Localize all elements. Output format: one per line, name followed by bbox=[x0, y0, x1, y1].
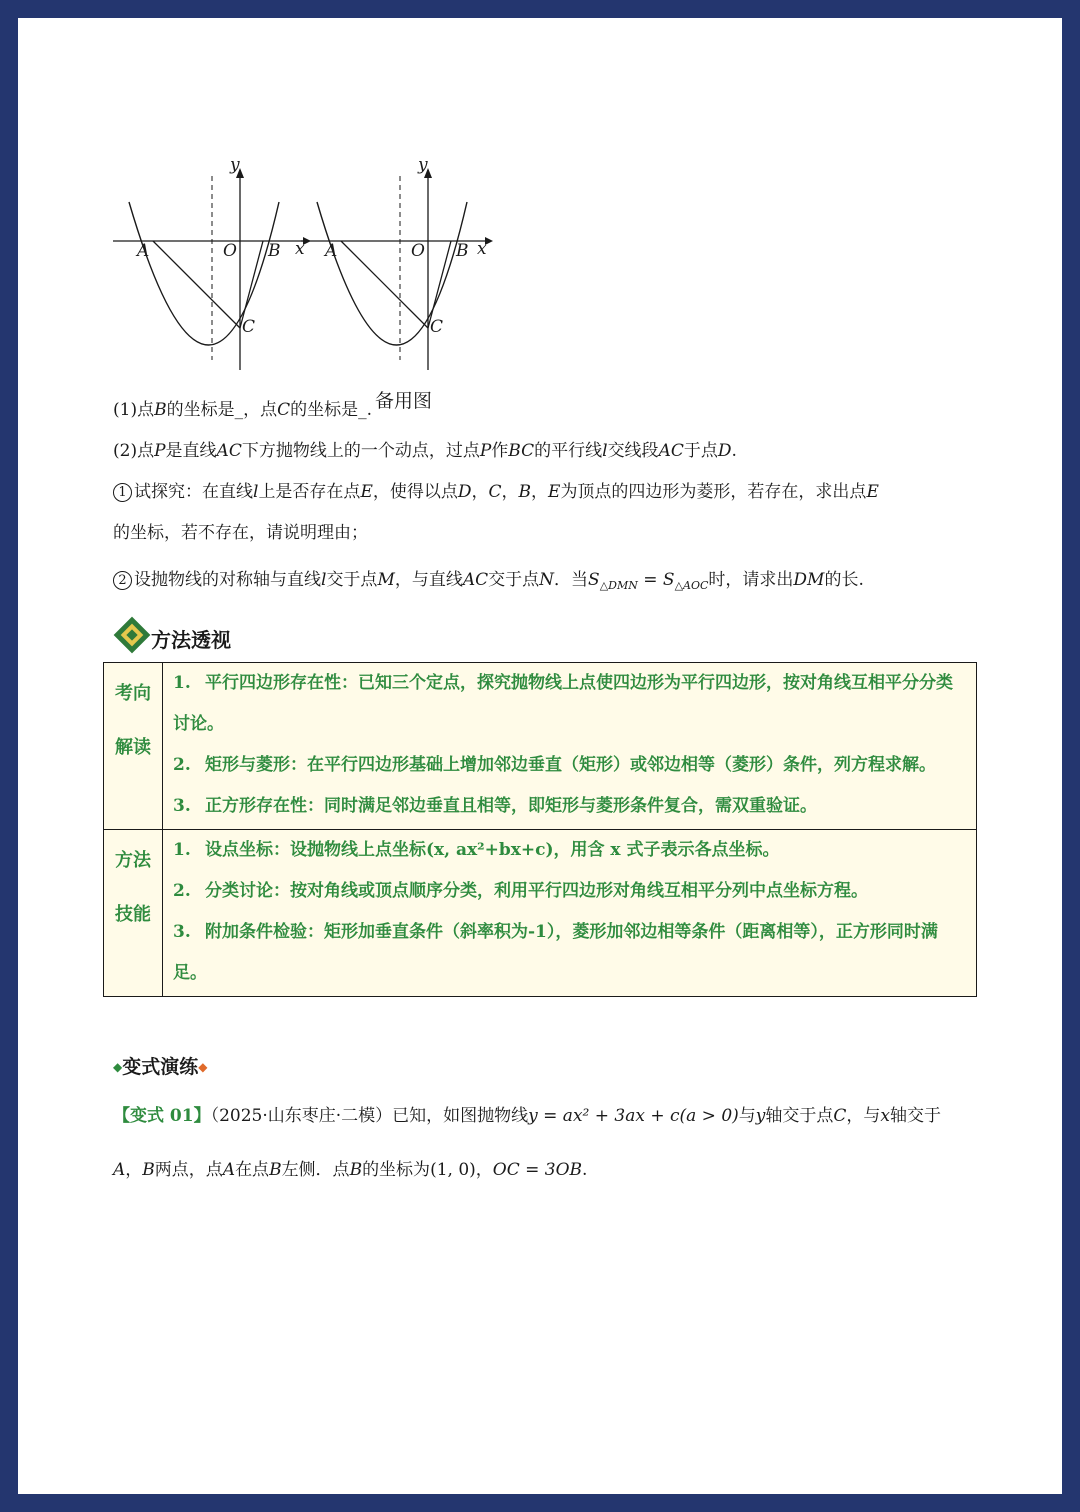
list-item: 1. 平行四边形存在性：已知三个定点，探究抛物线上点使四边形为平行四边形，按对角线互相平分分类讨论。 bbox=[173, 673, 953, 734]
variant-problem-line-2: A，B两点，点A在点B左侧．点B的坐标为(1, 0)，OC = 3OB. bbox=[113, 1160, 588, 1180]
variant-problem-line-1: 【变式 01】（2025·山东枣庄·二模）已知，如图抛物线y = ax² + 3ax + c(a > 0)与y轴交于点C，与x轴交于 bbox=[113, 1106, 942, 1126]
question-2: (2)点P是直线AC下方抛物线上的一个动点，过点P作BC的平行线l交线段AC于点D. bbox=[113, 441, 737, 461]
fig1-x-label: x bbox=[295, 239, 305, 259]
sub-question-1-cont: 的坐标，若不存在，请说明理由； bbox=[113, 523, 368, 543]
row-label-interpretation: 考向 解读 bbox=[104, 663, 163, 830]
diamond-icon: ◆ bbox=[113, 1060, 123, 1074]
diagram-main bbox=[113, 155, 311, 370]
fig2-B-label: B bbox=[456, 241, 469, 261]
sub-question-2: 2 设抛物线的对称轴与直线l交于点M，与直线AC交于点N．当$S_{\triangle DMN} = S_{\triangle AOC}$时，请求出DM的长. bbox=[113, 568, 864, 598]
sub-question-1: 1 试探究：在直线l上是否存在点E，使得以点D，C，B，E为顶点的四边形为菱形，若存在，求出点E bbox=[113, 480, 879, 504]
question-1: (1)点B的坐标是_，点C的坐标是_. bbox=[113, 400, 373, 420]
fig1-A-label: A bbox=[137, 241, 150, 261]
parabola-diagrams bbox=[113, 148, 493, 398]
figure-caption: 备用图 bbox=[375, 390, 433, 412]
circled-number-1: 1 bbox=[113, 483, 132, 502]
fig2-C-label: C bbox=[430, 317, 444, 337]
method-row-interpretation bbox=[104, 663, 977, 830]
list-item: 3. 附加条件检验：矩形加垂直条件（斜率积为-1），菱形加邻边相等条件（距离相等），正方形同时满足。 bbox=[173, 922, 938, 983]
fig1-O-label: O bbox=[223, 241, 237, 261]
row-content-skills bbox=[163, 830, 977, 997]
variant-section-title: ◆变式演练◆ bbox=[113, 1056, 208, 1078]
fig1-B-label: B bbox=[268, 241, 281, 261]
diamond-icon: ◆ bbox=[198, 1060, 208, 1074]
fig2-x-label: x bbox=[477, 239, 487, 259]
diagram-spare bbox=[301, 155, 493, 370]
document-page: y x A O B C y x A O B C 备用图 (1)点B的坐标是_，点C的坐标是_. (2)点P是直线AC下方抛物线上的一个动点，过点P作BC的平行线l交线段AC于点D. 1 试探究：在直线l上是否存在点E，使得以点D，C，B，E为顶点的四边形为菱形，若存在，求出点E 的坐标，若不存在，请说明理由； 2 设抛物线的对称轴与直线l交于点M，与直线AC交于点N．当$S_{\triangle DMN} = S_{\triangle AOC}$时，请求出DM的长. 方法透视 考向 解读 1. 平行四边形存在性：已知三个定点，探究抛物线上点使四边形为平行四边形，按对角线互相平分分类讨论。 2. 矩形与菱形：在平行四边形基础上增加邻边垂直（矩形）或邻边相等（菱形）条件，列方程求解。 3. 正方形存在性：同时满足邻边垂直且相等，即矩形与菱形条件复合，需双重验证。 方法 技能 1. 设点坐标：设抛物线上点坐标(x, ax²+bx+c)，用含 x 式子表示各点坐标。 2. 分类讨论：按对角线或顶点顺序分类，利用平行四边形对角线互相平分列中点坐标方程。 3. 附加条件检验：矩形加垂直条件（斜率积为-1），菱形加邻边相等条件（距离相等），正方形同时满足。 ◆变式演练◆ 【变式 01】（2025·山东枣庄·二模）已知，如图抛物线y = ax² + 3ax + c(a > 0)与y轴交于点C，与x轴交于 A，B两点，点A在点B左侧．点B的坐标为(1, 0)，OC = 3OB. bbox=[18, 18, 1062, 1494]
list-item: 1. 设点坐标：设抛物线上点坐标(x, ax²+bx+c)，用含 x 式子表示各点坐标。 bbox=[173, 840, 780, 860]
list-item: 2. 分类讨论：按对角线或顶点顺序分类，利用平行四边形对角线互相平分列中点坐标方程。 bbox=[173, 881, 868, 901]
row-label-skills: 方法 技能 bbox=[104, 830, 163, 997]
row-content-interpretation bbox=[163, 663, 977, 830]
method-row-skills bbox=[104, 830, 977, 997]
method-table bbox=[103, 662, 977, 997]
fig1-C-label: C bbox=[242, 317, 256, 337]
list-item: 3. 正方形存在性：同时满足邻边垂直且相等，即矩形与菱形条件复合，需双重验证。 bbox=[173, 796, 817, 816]
fig2-y-label: y bbox=[418, 155, 428, 175]
circled-number-2: 2 bbox=[113, 571, 132, 590]
fig1-y-label: y bbox=[230, 155, 240, 175]
fig2-O-label: O bbox=[411, 241, 425, 261]
fig2-A-label: A bbox=[325, 241, 338, 261]
list-item: 2. 矩形与菱形：在平行四边形基础上增加邻边垂直（矩形）或邻边相等（菱形）条件，列方程求解。 bbox=[173, 755, 936, 775]
